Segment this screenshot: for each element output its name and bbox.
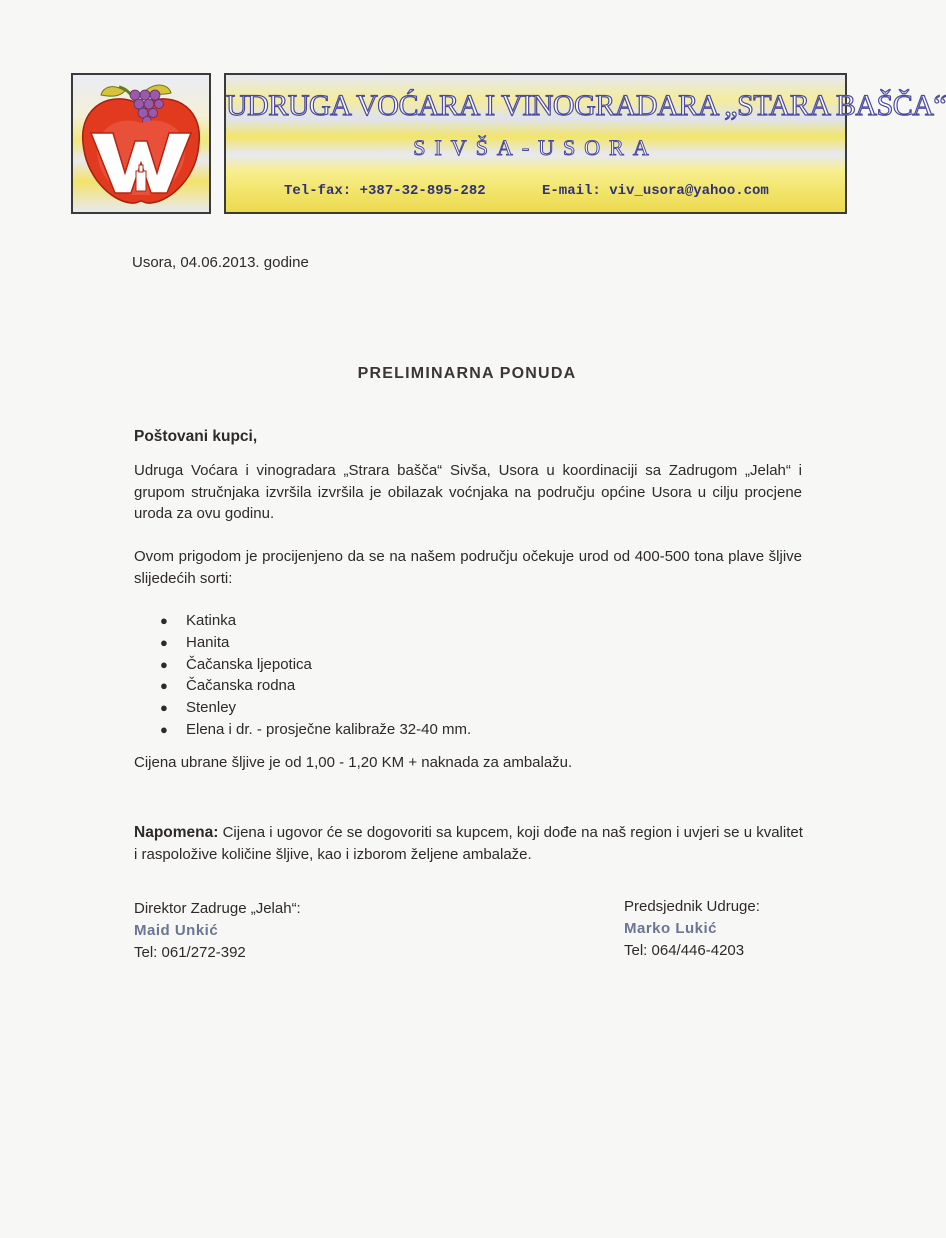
- variety-list: [160, 610, 471, 741]
- organization-name: UDRUGA VOĆARA I VINOGRADARA „STARA BAŠČA“: [226, 89, 946, 122]
- signatory-name: Maid Unkić: [134, 922, 219, 939]
- telfax-text: Tel-fax: +387-32-895-282: [284, 183, 486, 199]
- list-item: ● Stenley: [160, 697, 471, 719]
- note-paragraph: [134, 822, 806, 866]
- bullet-icon: ●: [160, 634, 168, 650]
- signatory-phone: Tel: 064/446-4203: [624, 942, 745, 959]
- email-text: E-mail: viv_usora@yahoo.com: [542, 183, 769, 199]
- bullet-icon: ●: [160, 700, 168, 716]
- signatory-name: Marko Lukić: [624, 920, 718, 937]
- organization-location: SIVŠA-USORA: [413, 135, 658, 160]
- logo: [71, 73, 211, 214]
- list-item: ● Elena i dr. - prosječne kalibraže 32-40 mm.: [160, 719, 471, 741]
- signatory-role: Direktor Zadruge „Jelah“:: [134, 900, 301, 917]
- signatory-role: Predsjednik Udruge:: [624, 898, 760, 915]
- price-line: Cijena ubrane šljive je od 1,00 - 1,20 KM + naknada za ambalažu.: [134, 754, 573, 771]
- signature-left: [134, 898, 301, 964]
- paragraph-estimate: Ovom prigodom je procijenjeno da se na našem području očekuje urod od 400-500 tona plave šljive slijedećih sorti:: [134, 548, 802, 587]
- signatory-phone: Tel: 061/272-392: [134, 944, 246, 961]
- list-item: ● Hanita: [160, 632, 471, 654]
- list-item: ● Čačanska ljepotica: [160, 654, 471, 676]
- list-item: ● Katinka: [160, 610, 471, 632]
- note-label: Napomena:: [134, 824, 219, 841]
- greeting: Poštovani kupci,: [134, 428, 258, 445]
- paragraph-intro: Udruga Voćara i vinogradara „Strara bašča“ Sivša, Usora u koordinaciji sa Zadrugom „Jelah“ i grupom stručnjaka izvršila izvršila je obilazak voćnjaka na području općine Usora u cilju procjene uroda za ovu godinu.: [134, 462, 802, 522]
- bullet-icon: ●: [160, 656, 168, 672]
- bullet-icon: ●: [160, 721, 168, 737]
- document-date: Usora, 04.06.2013. godine: [132, 254, 309, 271]
- apple-grapes-logo-icon: [73, 75, 209, 212]
- bullet-icon: ●: [160, 678, 168, 694]
- signature-right: [624, 896, 760, 962]
- letterhead-banner: [224, 73, 946, 214]
- list-item: ● Čačanska rodna: [160, 675, 471, 697]
- bullet-icon: ●: [160, 613, 168, 628]
- note-text: Cijena i ugovor će se dogovoriti sa kupcem, koji dođe na naš region i uvjeri se u kvalitet i raspoložive količine šljive, kao i izborom željene ambalaže.: [134, 824, 803, 863]
- document-title: PRELIMINARNA PONUDA: [357, 365, 577, 382]
